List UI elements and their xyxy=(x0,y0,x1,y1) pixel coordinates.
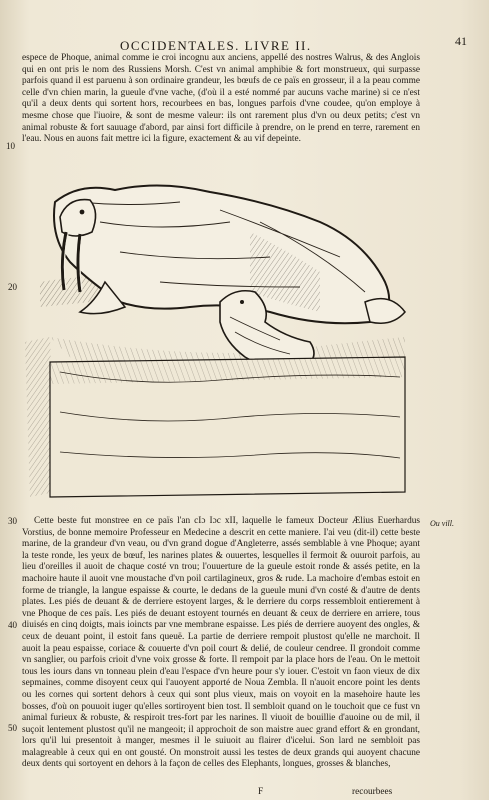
margin-line-number-40: 40 xyxy=(8,620,17,630)
margin-line-number-10: 10 xyxy=(6,141,15,151)
margin-line-number-30: 30 xyxy=(8,516,17,526)
page-header xyxy=(90,34,467,54)
running-head: OCCIDENTALES. LIVRE II. xyxy=(120,38,312,53)
walrus-woodcut-svg xyxy=(20,162,410,508)
marginal-note: Ou vill. xyxy=(430,519,454,528)
foreground-rocks xyxy=(50,357,405,497)
page-number: 41 xyxy=(455,34,467,48)
catchword: recourbees xyxy=(352,787,393,797)
margin-line-number-20: 20 xyxy=(8,282,17,292)
walrus-woodcut-illustration xyxy=(20,162,410,508)
bottom-paragraph: Cette beste fut monstree en ce païs l'an cIɔ Iɔc xII, laquelle le fameux Docteur Ælius Euerhardus Vorstius, de bonne memoire Professeur en Medecine a descrit en cette maniere. I'ai veu (dit-il) cette beste marine, de la grandeur d'vn veau, ou d'vn grand dogue d'Angleterre, assés semblable à vne Phoque; ayant la teste ronde, les yeux de bœuf, les narines plates & ouuertes, lesquelles il fermoit & ouuroit parfois, au lieu d'oreilles il auoit de chaque costé vn trou; l'ouuerture de la gueule estoit ronde & assés petite, en la machoire haute il auoit vne moustache d'vn poil cartilagineux, gros & rude. La machoire d'embas estoit en forme de triangle, la langue espaisse & courte, le dedans de la gueule muni d'vn costé & d'autre de dents plates. Les piés de deuant & de derriere estoyent larges, & le derriere du corps ressembloit entierement à vne Phoque de ces païs. Les piés de deuant estoyent tournés en deuant & ceux de derriere en arriere, tous diuisés en cinq doigts, mais ioincts par vne membrane espaisse. Les piés de derriere auoyent des ongles, & ceux de deuant point, il estoit fans queuë. La partie de derriere rempoit plustost qu'elle ne marchoit. Il auoit la peau espaisse, coriace & couuerte d'vn poil court & delié, de couleur cendree. Il grondoit comme vn sanglier, ou parfois crioit d'vne voix grosse & forte. Il rempoit par la place hors de l'eau. On le mettoit tous les iours dans vn tonneau plein d'eau l'espace d'vn heure pour s'y iouer. C'estoit vn faon vieux de dix sepmaines, comme disoyent ceux qui l'auoyent apporté de Noua Zembla. Il n'auoit encore point les dents ou les cornes qui sortent dehors à ceux qui sont plus vieux, mais on voyoit en la masehoire haute les bosses, d'où on pouuoit iuger qu'elles sortiroyent bien tost. Il sembloit quand on le touchoit que ce fust vn animal furieux & robuste, & respiroit tres-fort par les narines. Il viuoit de bouillie d'auoine ou de mil, il suçoit lentement plustost qu'il ne mangeoit; il approchoit de son maistre auec grand effort & en grondant, lors qu'il lui presentoit à manger, mesmes il le suiuoit au flairer d'icelui. Son lard ne sembloit pas malagreable à ceux qui en ont gousté. On monstroit aussi les testes de deux grands qui auoyent chacune deux dents qui sortoyent en dehors à la façon de celles des Elephants, longues, grosses & blanches, xyxy=(22,516,420,770)
margin-line-number-50: 50 xyxy=(8,723,17,733)
signature-mark: F xyxy=(258,787,264,797)
top-paragraph: espece de Phoque, animal comme ie croi incognu aux anciens, appellé des nostres Walrus, & des Anglois qui en ont pris le nom des Russiens Morsh. C'est vn animal amphibie & fort monstrueux, qui surpasse parfois quand il est paruenu à son ordinaire grandeur, les bœufs de ce païs en grosseur, il a la peau comme celle d'vn chien marin, la gueule d'vne vache, (d'où il a esté nommé par aucuns vache marine) si ce n'est qu'il a deux dents qui sortent hors, recourbees en bas, longues parfois d'vne coudee, qu'on employe à mesme chose que l'iuoire, & sont de mesme valeur: ils ont rarement plus d'vn ou deux petits; c'est vn animal robuste & fort sauuage d'abord, par ainsi fort difficile à prendre, on le prend en terre, rarement en l'eau. Nous en auons fait mettre ici la figure, exactement & au vif depeinte. xyxy=(22,53,420,145)
bottom-paragraph-block xyxy=(22,516,420,771)
top-paragraph-block xyxy=(22,53,420,146)
